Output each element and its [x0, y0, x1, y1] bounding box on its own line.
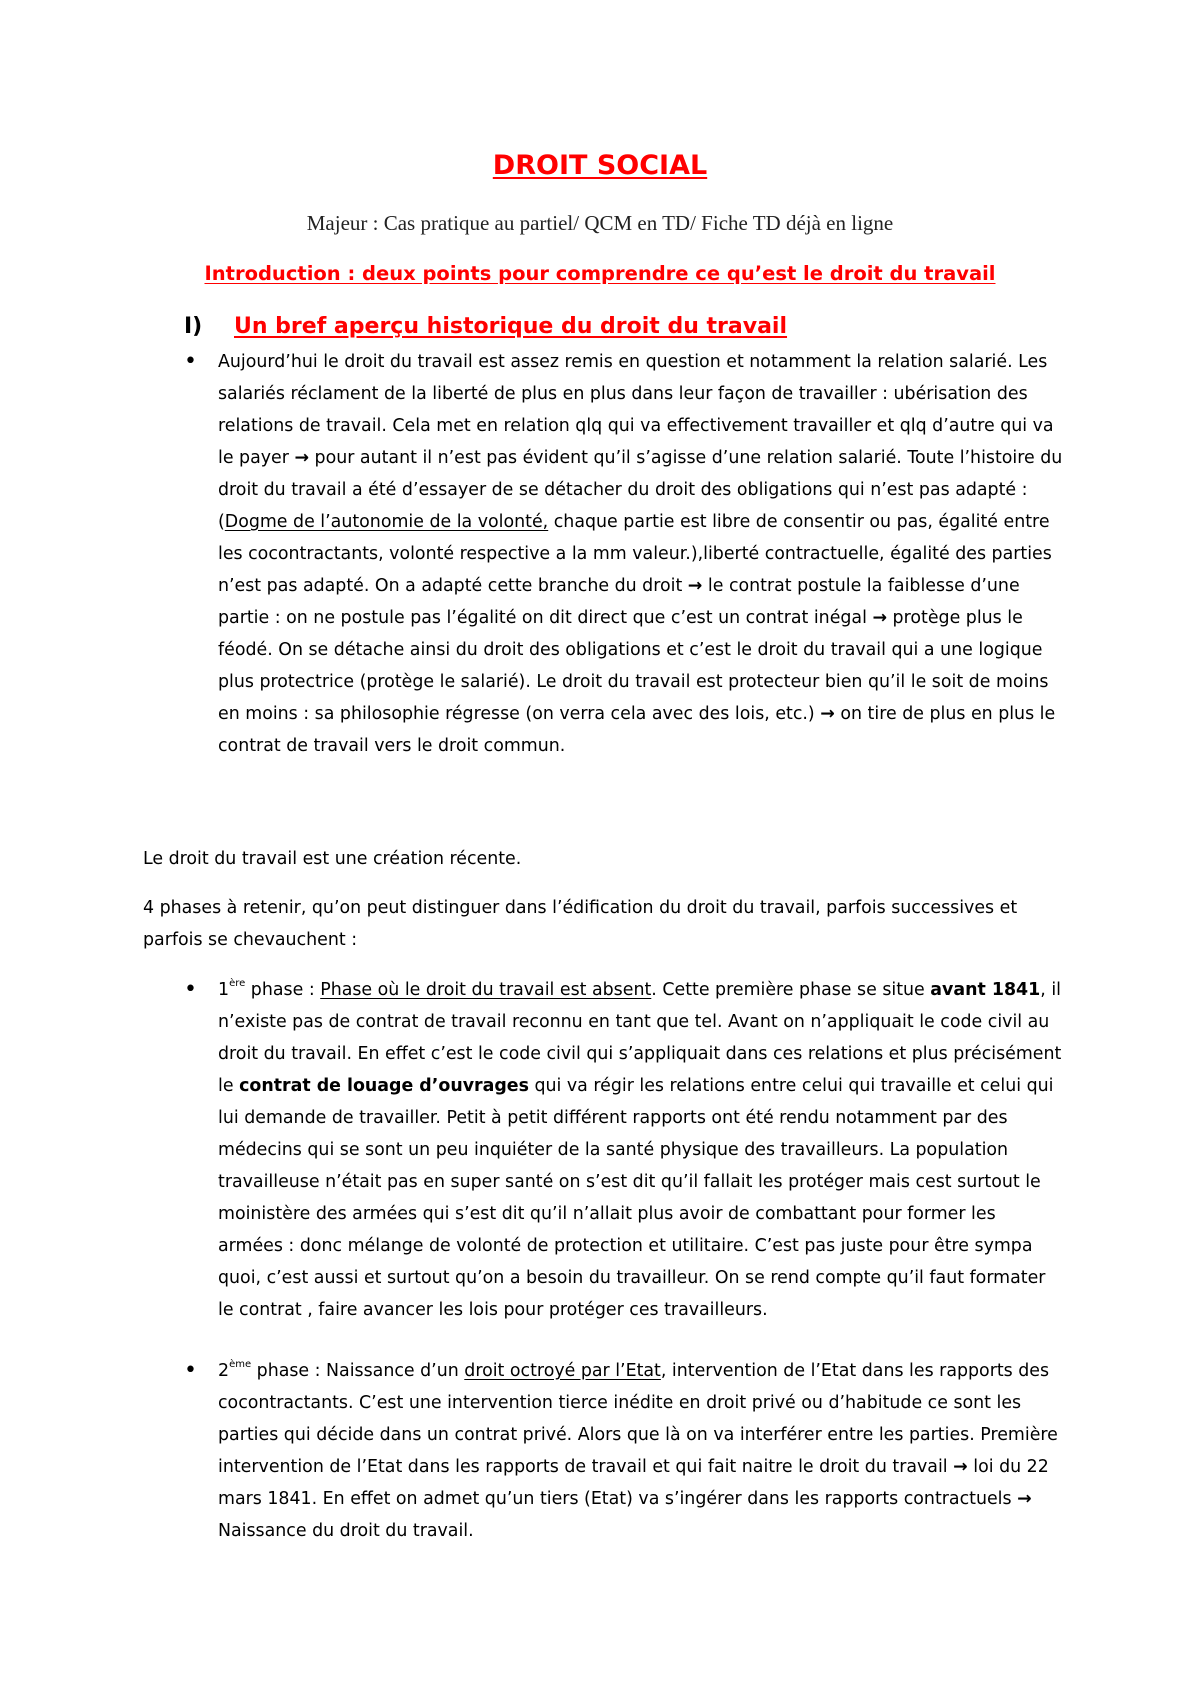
- text-run: qui va régir les relations entre celui qui travaille et celui qui lui demande de travailler. Petit à petit différent rapports ont été rendu notamment par des médecins qui se sont un peu inquiéter de la santé physique des travailleurs. La population travailleuse n’était pas en super santé on s’est dit qu’il fallait les protéger mais cest surtout le moinistère des armées qui s’est dit qu’il n’allait plus avoir de combattant pour former les armées : donc mélange de volonté de protection et utilitaire. C’est pas juste pour être sympa quoi, c’est aussi et surtout qu’on a besoin du travailleur. On se rend compte qu’il faut formater le contrat , faire avancer les lois pour protéger ces travailleurs.: [218, 1076, 1054, 1320]
- underlined-text: droit octroyé par l’Etat: [464, 1361, 661, 1381]
- bullet-dot: •: [184, 349, 197, 374]
- arrow-icon: →: [953, 1457, 968, 1477]
- arrow-icon: →: [872, 608, 888, 628]
- section-number: I): [184, 314, 203, 339]
- bold-text: avant 1841: [930, 980, 1041, 1000]
- arrow-icon: →: [820, 704, 835, 724]
- arrow-icon: →: [687, 576, 703, 596]
- bold-text: contrat de louage d’ouvrages: [239, 1076, 529, 1096]
- text-run: chaque partie est libre de consentir ou pas, égalité entre les cocontractants, volonté respective a la mm valeur.),liberté contractuelle, égalité des parties n’est pas adapté. On a adapté cette branche du droit: [218, 512, 1052, 596]
- arrow-icon: →: [294, 448, 310, 468]
- introduction-heading: Introduction : deux points pour comprendre ce qu’est le droit du travail: [204, 262, 996, 285]
- text-run: 1: [218, 980, 230, 1000]
- text-run: phase : Naissance d’un: [251, 1361, 465, 1381]
- text-run: protège plus le féodé. On se détache ainsi du droit des obligations et c’est le droit du travail qui a une logique plus protectrice (protège le salarié). Le droit du travail est protecteur bien qu’il le soit de moins en moins : sa philosophie régresse (on verra cela avec des lois, etc.): [218, 608, 1049, 724]
- bullet-dot: •: [184, 977, 197, 1002]
- text-run: Naissance du droit du travail.: [218, 1521, 474, 1541]
- superscript: ème: [229, 1359, 252, 1370]
- superscript: ère: [229, 978, 246, 989]
- underlined-text: Phase où le droit du travail est absent: [320, 980, 652, 1000]
- text-run: , il n’existe pas de contrat de travail reconnu en tant que tel. Avant on n’appliquait le code civil au droit du travail. En effet c’est le code civil qui s’appliquait dans ces relations et plus précisément le: [218, 980, 1062, 1096]
- text-run: 2: [218, 1361, 230, 1381]
- text-run: loi du 22 mars 1841. En effet on admet qu’un tiers (Etat) va s’ingérer dans les rapports contractuels: [218, 1457, 1049, 1509]
- text-run: phase :: [245, 980, 321, 1000]
- section-label: Un bref aperçu historique du droit du travail: [234, 314, 788, 339]
- bullet-text: [218, 346, 1063, 762]
- underlined-text: Dogme de l’autonomie de la volonté,: [224, 512, 549, 532]
- text-run: , intervention de l’Etat dans les rapports des cocontractants. C’est une intervention tierce inédite en droit privé ou d’habitude ce sont les parties qui décide dans un contrat privé. Alors que là on va interférer entre les parties. Première intervention de l’Etat dans les rapports de travail et qui fait naitre le droit du travail: [218, 1361, 1058, 1477]
- bullet-text: [218, 974, 1063, 1326]
- document-subtitle: Majeur : Cas pratique au partiel/ QCM en TD/ Fiche TD déjà en ligne: [306, 211, 894, 235]
- bullet-dot: •: [184, 1358, 197, 1383]
- text-run: . Cette première phase se situe: [651, 980, 931, 1000]
- paragraph-recent-creation: Le droit du travail est une création récente.: [143, 849, 522, 869]
- arrow-icon: →: [1017, 1489, 1032, 1509]
- text-run: on tire de plus en plus le contrat de travail vers le droit commun.: [218, 704, 1056, 756]
- text-run: pour autant il n’est pas évident qu’il s’agisse d’une relation salarié. Toute l’histoire du droit du travail a été d’essayer de se détacher du droit des obligations qui n’est pas adapté : (: [218, 448, 1063, 532]
- text-run: le contrat postule la faiblesse d’une partie : on ne postule pas l’égalité on dit direct que c’est un contrat inégal: [218, 576, 1020, 628]
- text-run: Aujourd’hui le droit du travail est assez remis en question et notamment la relation salarié. Les salariés réclament de la liberté de plus en plus dans leur façon de travailler : ubérisation des relations de travail. Cela met en relation qlq qui va effectivement travailler et qlq d’autre qui va le payer: [218, 352, 1054, 468]
- bullet-text: [218, 1355, 1063, 1547]
- document-title: DROIT SOCIAL: [492, 150, 708, 181]
- paragraph-four-phases: 4 phases à retenir, qu’on peut distinguer dans l’édification du droit du travail, parfois successives et parfois se chevauchent :: [143, 898, 1018, 950]
- section-heading-1: [184, 310, 787, 344]
